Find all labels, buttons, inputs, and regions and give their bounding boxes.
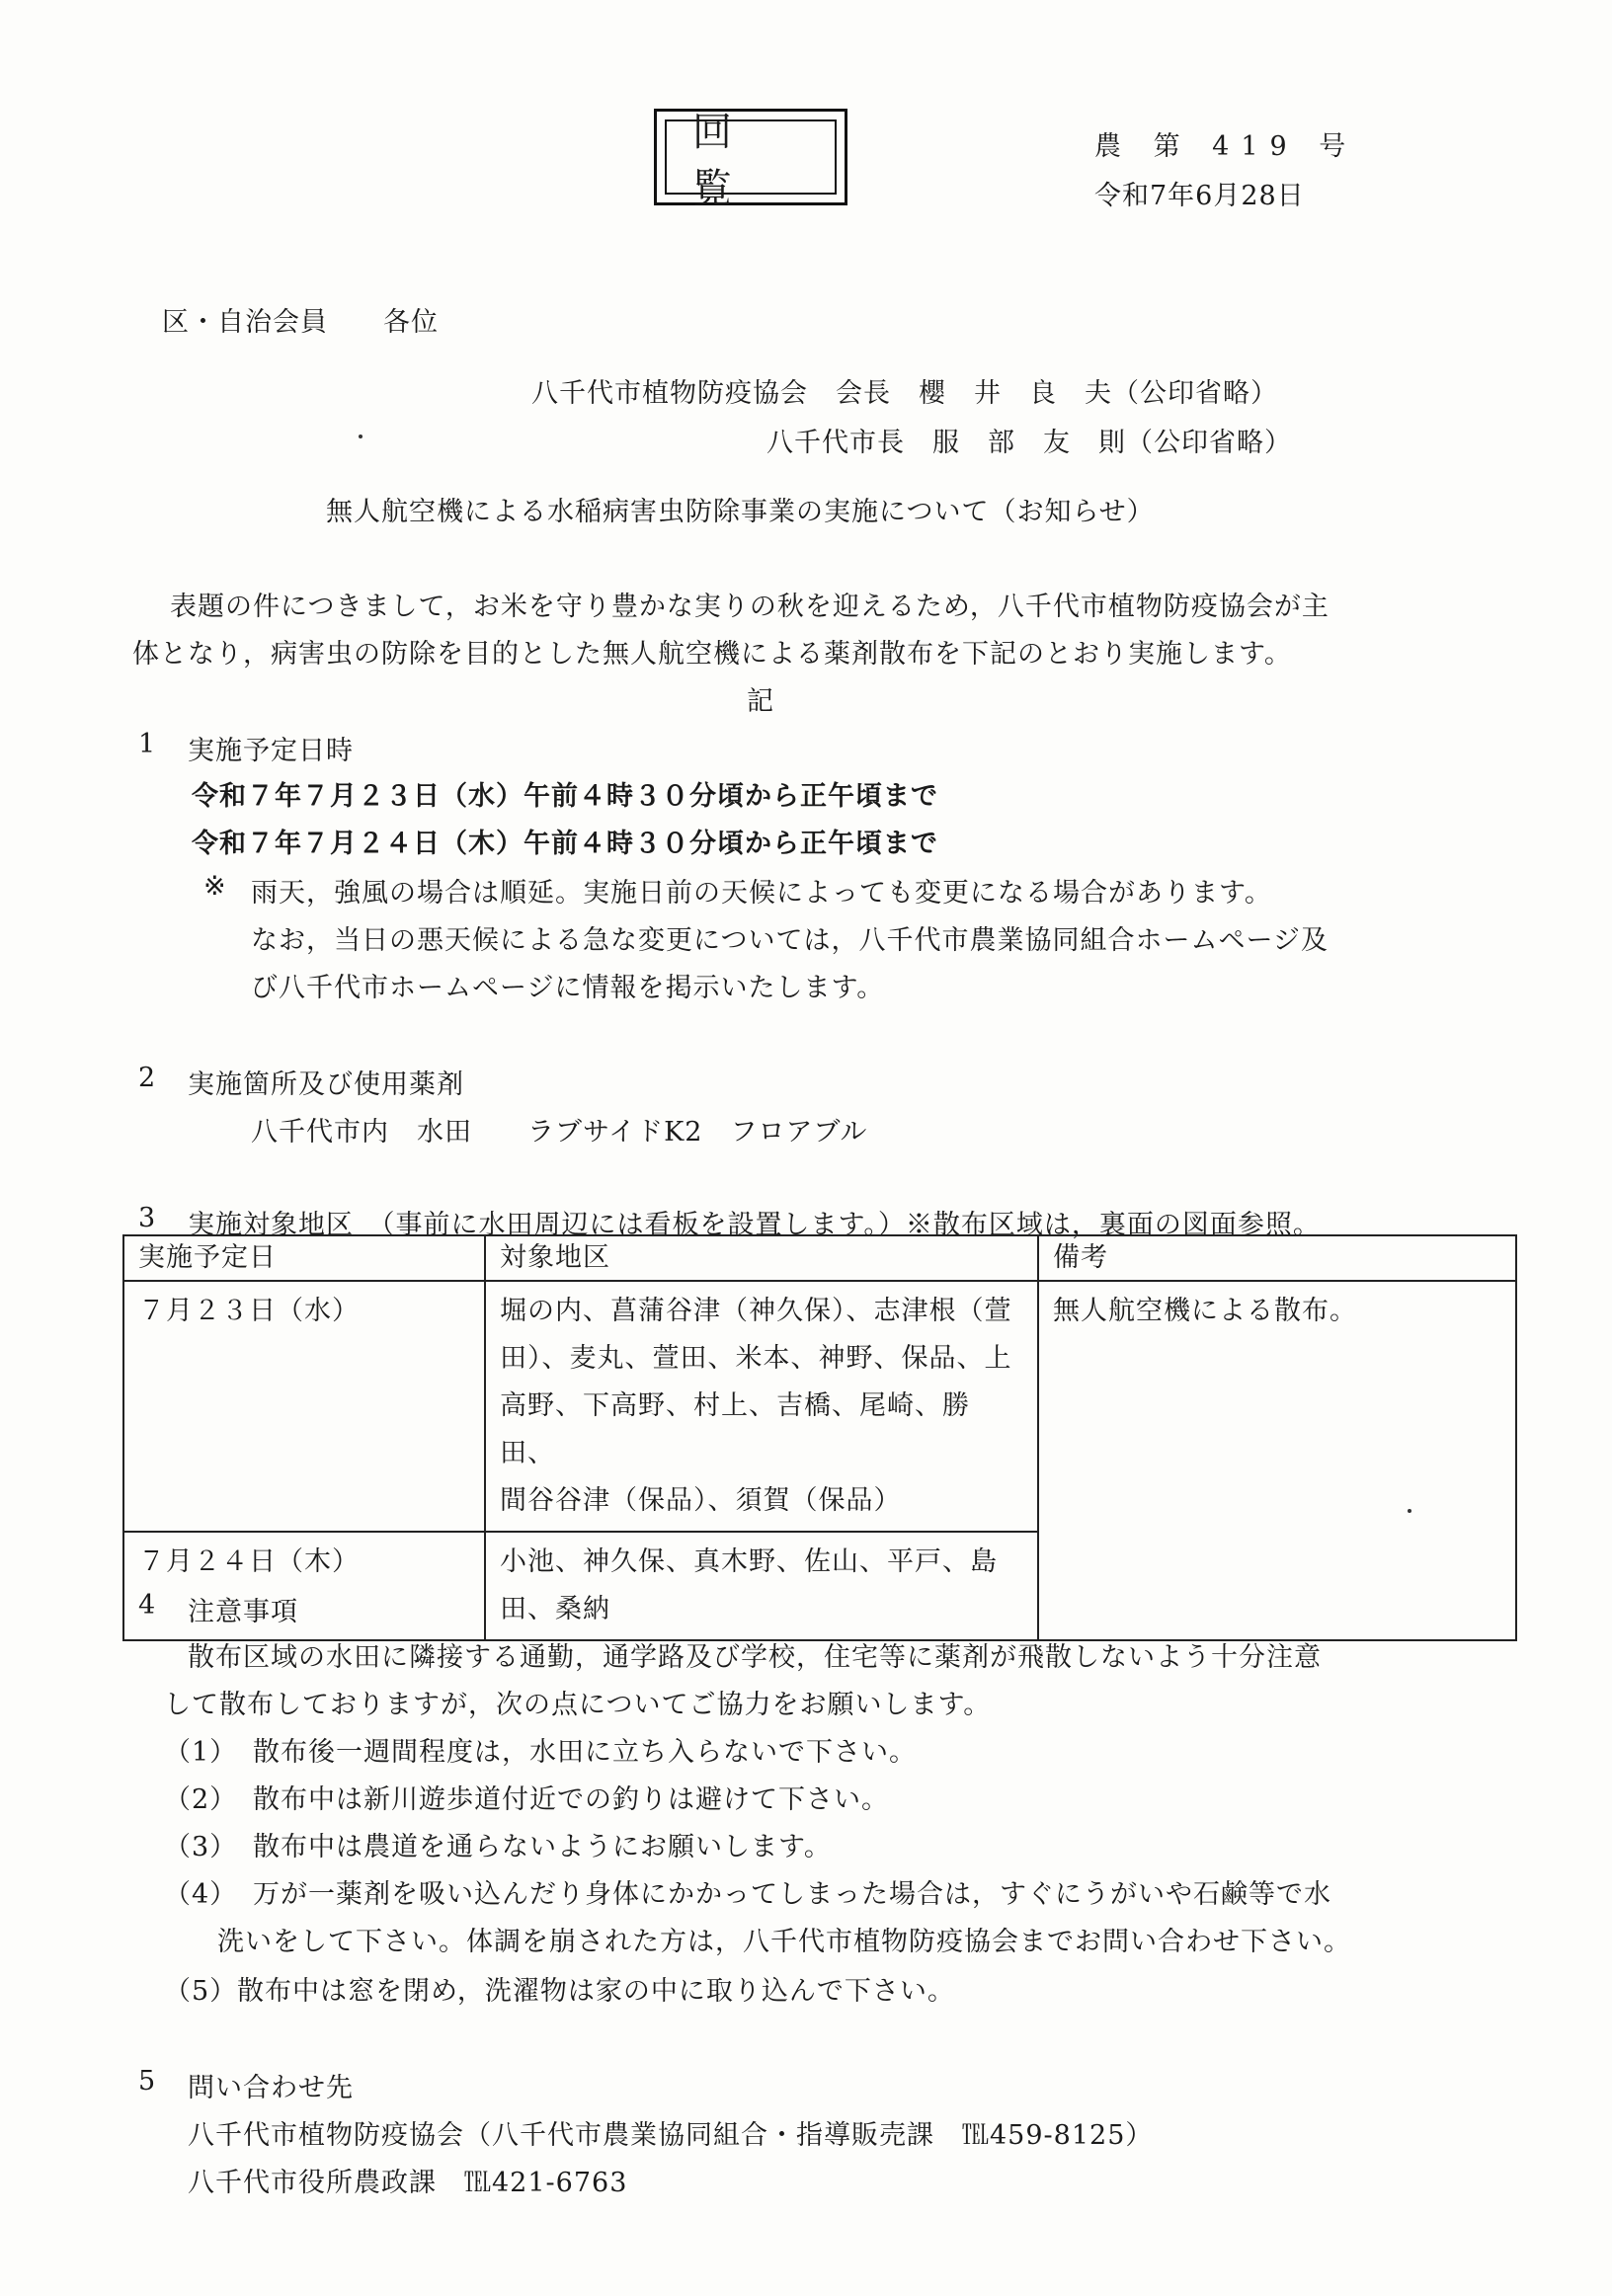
caution-item-text: 散布中は新川遊歩道付近での釣りは避けて下さい。 — [253, 1784, 889, 1815]
section-4-number: 4 — [138, 1590, 157, 1621]
document-date: 令和7年6月28日 — [1094, 181, 1305, 211]
note-line-2: なお，当日の悪天候による急な変更については，八千代市農業協同組合ホームページ及 — [251, 925, 1329, 956]
circulate-label: 回 覧 — [665, 119, 837, 195]
note-line-1: 雨天，強風の場合は順延。実施日前の天候によっても変更になる場合があります。 — [251, 878, 1272, 909]
area-line: 間谷谷津（保品）、須賀（保品） — [500, 1485, 902, 1516]
contact-association: 八千代市植物防疫協会（八千代市農業協同組合・指導販売課 ℡459-8125） — [188, 2120, 1154, 2151]
caution-item-label: （4） — [164, 1879, 238, 1910]
table-header-areas: 対象地区 — [485, 1235, 1038, 1281]
area-line: 小池、神久保、真木野、佐山、平戸、島 — [500, 1546, 998, 1577]
section-4-intro-2: して散布しておりますが，次の点についてご協力をお願いします。 — [164, 1690, 992, 1720]
caution-item-label: （5） — [164, 1976, 238, 2007]
area-line: 田、桑納 — [500, 1594, 610, 1624]
area-line: 高野、下高野、村上、吉橋、尾崎、勝田、 — [500, 1390, 970, 1468]
caution-item-text: 散布中は農道を通らないようにお願いします。 — [253, 1832, 832, 1862]
caution-item-text: 万が一薬剤を吸い込んだり身体にかかってしまった場合は，すぐにうがいや石鹸等で水 — [253, 1879, 1331, 1910]
section-1-number: 1 — [138, 729, 157, 759]
row-remarks: 無人航空機による散布。 — [1038, 1281, 1516, 1640]
table-row — [123, 1281, 1516, 1532]
note-mark: ※ — [203, 871, 227, 902]
section-4-heading: 注意事項 — [188, 1597, 298, 1627]
schedule-date-2: 令和７年７月２４日（木）午前４時３０分頃から正午頃まで — [192, 829, 938, 859]
page-title: 無人航空機による水稲病害虫防除事業の実施について（お知らせ） — [326, 497, 1155, 527]
area-line: 堀の内、菖蒲谷津（神久保）、志津根（萱 — [500, 1296, 1012, 1326]
row-date: ７月２４日（木） — [123, 1532, 485, 1640]
intro-line-1: 表題の件につきまして，お米を守り豊かな実りの秋を迎えるため，八千代市植物防疫協会が主 — [170, 592, 1330, 622]
section-3-number: 3 — [138, 1203, 157, 1233]
intro-line-2: 体となり，病害虫の防除を目的とした無人航空機による薬剤散布を下記のとおり実施します。 — [132, 639, 1292, 670]
schedule-date-1: 令和７年７月２３日（水）午前４時３０分頃から正午頃まで — [192, 781, 938, 812]
section-3-heading: 実施対象地区 （事前に水田周辺には看板を設置します。）※散布区域は，裏面の図面参照。 — [188, 1210, 1321, 1240]
scan-speck — [1408, 1509, 1411, 1513]
ki-label: 記 — [747, 686, 774, 717]
addressee: 区・自治会員 各位 — [162, 307, 439, 338]
caution-item-text: 散布後一週間程度は，水田に立ち入らないで下さい。 — [253, 1737, 917, 1768]
document-number: 農 第 419 号 — [1094, 131, 1358, 162]
section-5-number: 5 — [138, 2066, 157, 2097]
caution-item-continuation: 洗いをして下さい。体調を崩された方は，八千代市植物防疫協会までお問い合わせ下さい。 — [217, 1927, 1351, 1957]
table-header-remarks: 備考 — [1038, 1235, 1516, 1281]
caution-item-text: 散布中は窓を閉め，洗濯物は家の中に取り込んで下さい。 — [237, 1976, 955, 2007]
table-header-row — [123, 1235, 1516, 1281]
circulate-stamp-box — [654, 109, 847, 211]
section-5-heading: 問い合わせ先 — [188, 2073, 354, 2103]
section-2-number: 2 — [138, 1063, 157, 1093]
caution-item-label: （3） — [164, 1832, 238, 1862]
sender-association: 八千代市植物防疫協会 会長 櫻 井 良 夫（公印省略） — [531, 378, 1278, 409]
note-line-3: び八千代市ホームページに情報を掲示いたします。 — [251, 973, 885, 1003]
row-areas — [485, 1281, 1038, 1532]
section-2-detail: 八千代市内 水田 ラブサイドK2 フロアブル — [251, 1117, 868, 1148]
contact-city-office: 八千代市役所農政課 ℡421-6763 — [188, 2168, 628, 2198]
section-4-intro-1: 散布区域の水田に隣接する通勤，通学路及び学校，住宅等に薬剤が飛散しないよう十分注意 — [188, 1642, 1322, 1673]
section-1-heading: 実施予定日時 — [188, 736, 354, 766]
row-areas — [485, 1532, 1038, 1640]
schedule-table — [122, 1234, 1517, 1641]
caution-item-label: （1） — [164, 1737, 238, 1768]
table-header-date: 実施予定日 — [123, 1235, 485, 1281]
scan-speck — [359, 435, 363, 438]
caution-item-label: （2） — [164, 1784, 238, 1815]
section-2-heading: 実施箇所及び使用薬剤 — [188, 1069, 464, 1100]
row-date: ７月２３日（水） — [123, 1281, 485, 1532]
area-line: 田）、麦丸、萱田、米本、神野、保品、上 — [500, 1343, 1012, 1374]
sender-mayor: 八千代市長 服 部 友 則（公印省略） — [766, 428, 1292, 458]
